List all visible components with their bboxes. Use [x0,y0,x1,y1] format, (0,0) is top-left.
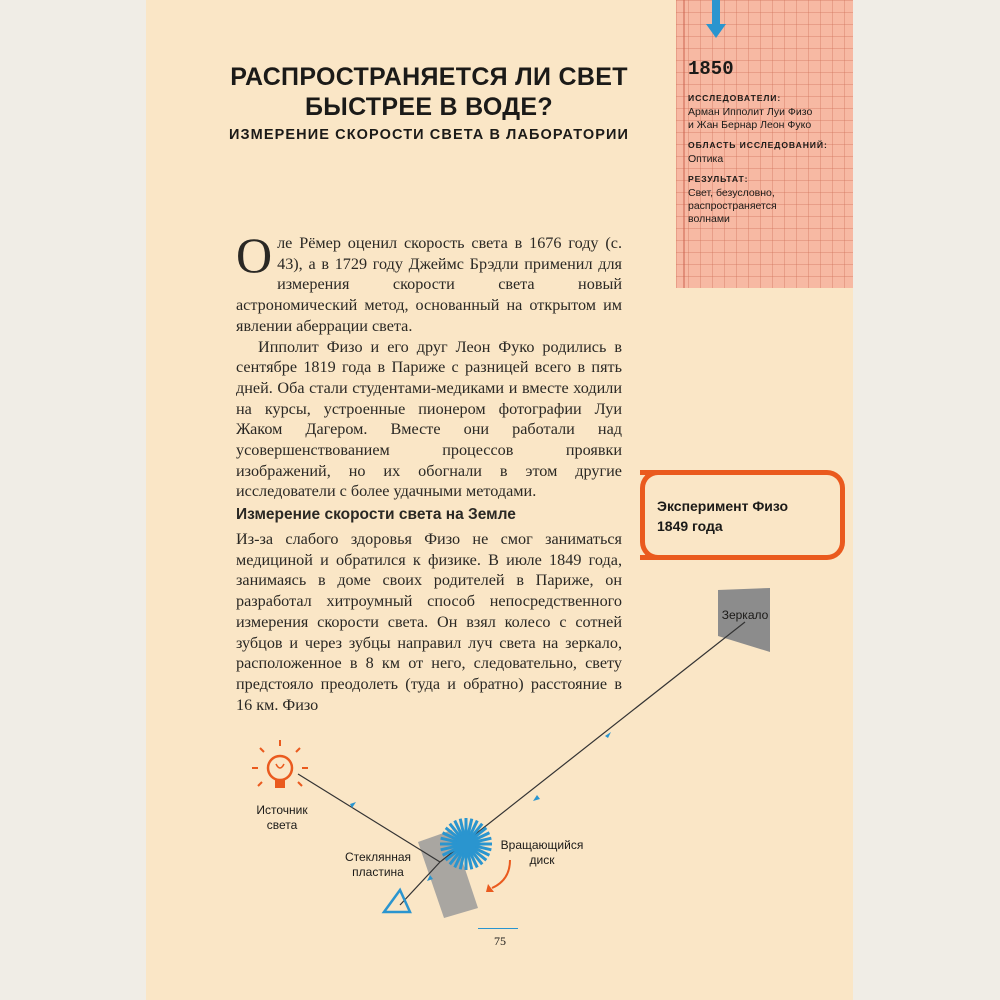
light-bulb-icon [252,740,308,788]
drop-cap: О [236,227,273,283]
glass-label-line2: пластина [352,865,404,879]
source-label-line2: света [266,818,298,832]
glass-label-line1: Стеклянная [344,850,411,864]
field-value: Оптика [688,153,724,165]
page-subtitle: ИЗМЕРЕНИЕ СКОРОСТИ СВЕТА В ЛАБОРАТОРИИ [228,127,630,143]
result-line3: волнами [688,213,730,225]
researchers-line1: Арман Ипполит Луи Физо [688,106,813,118]
page-number-rule [478,928,518,929]
page-number: 75 [494,934,506,948]
paragraph-2: Ипполит Физо и его друг Леон Фуко родились в сентябре 1819 года в Париже с разницей всего в пять дней. Оба стали студентами-медиками и вместе ходили на курсы, устроенные пионером фотографии Луи Жаком Дагером. Вместе они работали над усовершенствованием процессов проявки изображений, но их обогнали в этом другие исследователи с более удачными методами. [236,337,622,501]
paragraph-3: Из-за слабого здоровья Физо не смог заниматься медициной и обратился к физике. В июле 1849 года, занимаясь в доме своих родителей в Париже, он разработал хитроумный способ непосредственного измерения скорости света. Он взял колесо с сотней зубцов и через зубцы направил луч света на зеркало, расположенное в 8 км от него, следовательно, свету предстояло преодолеть (туда и обратно) расстояние в 16 км. Физо [236,530,622,714]
researchers-line2: и Жан Бернар Леон Фуко [688,119,812,131]
disk-label-line1: Вращающийся [500,838,584,852]
glass-label [336,850,420,880]
beam-arrow-icon [533,795,540,801]
experiment-title-line1: Эксперимент Физо [657,498,789,514]
title-line2: БЫСТРЕЕ В ВОДЕ? [305,93,553,121]
researchers-label: ИССЛЕДОВАТЕЛИ: [688,93,782,103]
disk-label [494,838,590,868]
title-line1: РАСПРОСТРАНЯЕТСЯ ЛИ СВЕТ [230,63,628,91]
result-label: РЕЗУЛЬТАТ: [688,174,749,184]
result-line1: Свет, безусловно, [688,187,775,199]
source-label [246,803,318,833]
sidebar-year: 1850 [688,58,734,80]
result-line2: распространяется [688,200,777,212]
paragraph-1-text: ле Рёмер оценил скорость света в 1676 году (с. 43), а в 1729 году Джеймс Брэдли применил для измерения скорости света новый астрономический метод, основанный на открытом им явлении аберрации света. [236,234,622,335]
disk-label-line2: диск [529,853,555,867]
section-heading: Измерение скорости света на Земле [236,506,516,523]
source-label-line1: Источник [256,803,308,817]
mirror-beam [440,622,745,862]
mirror-label: Зеркало [721,608,769,622]
observer-eye-icon [384,890,410,912]
field-label: ОБЛАСТЬ ИССЛЕДОВАНИЙ: [688,140,828,150]
source-beam [298,774,440,862]
experiment-title-line2: 1849 года [657,518,723,534]
beam-arrow-icon [605,732,611,738]
